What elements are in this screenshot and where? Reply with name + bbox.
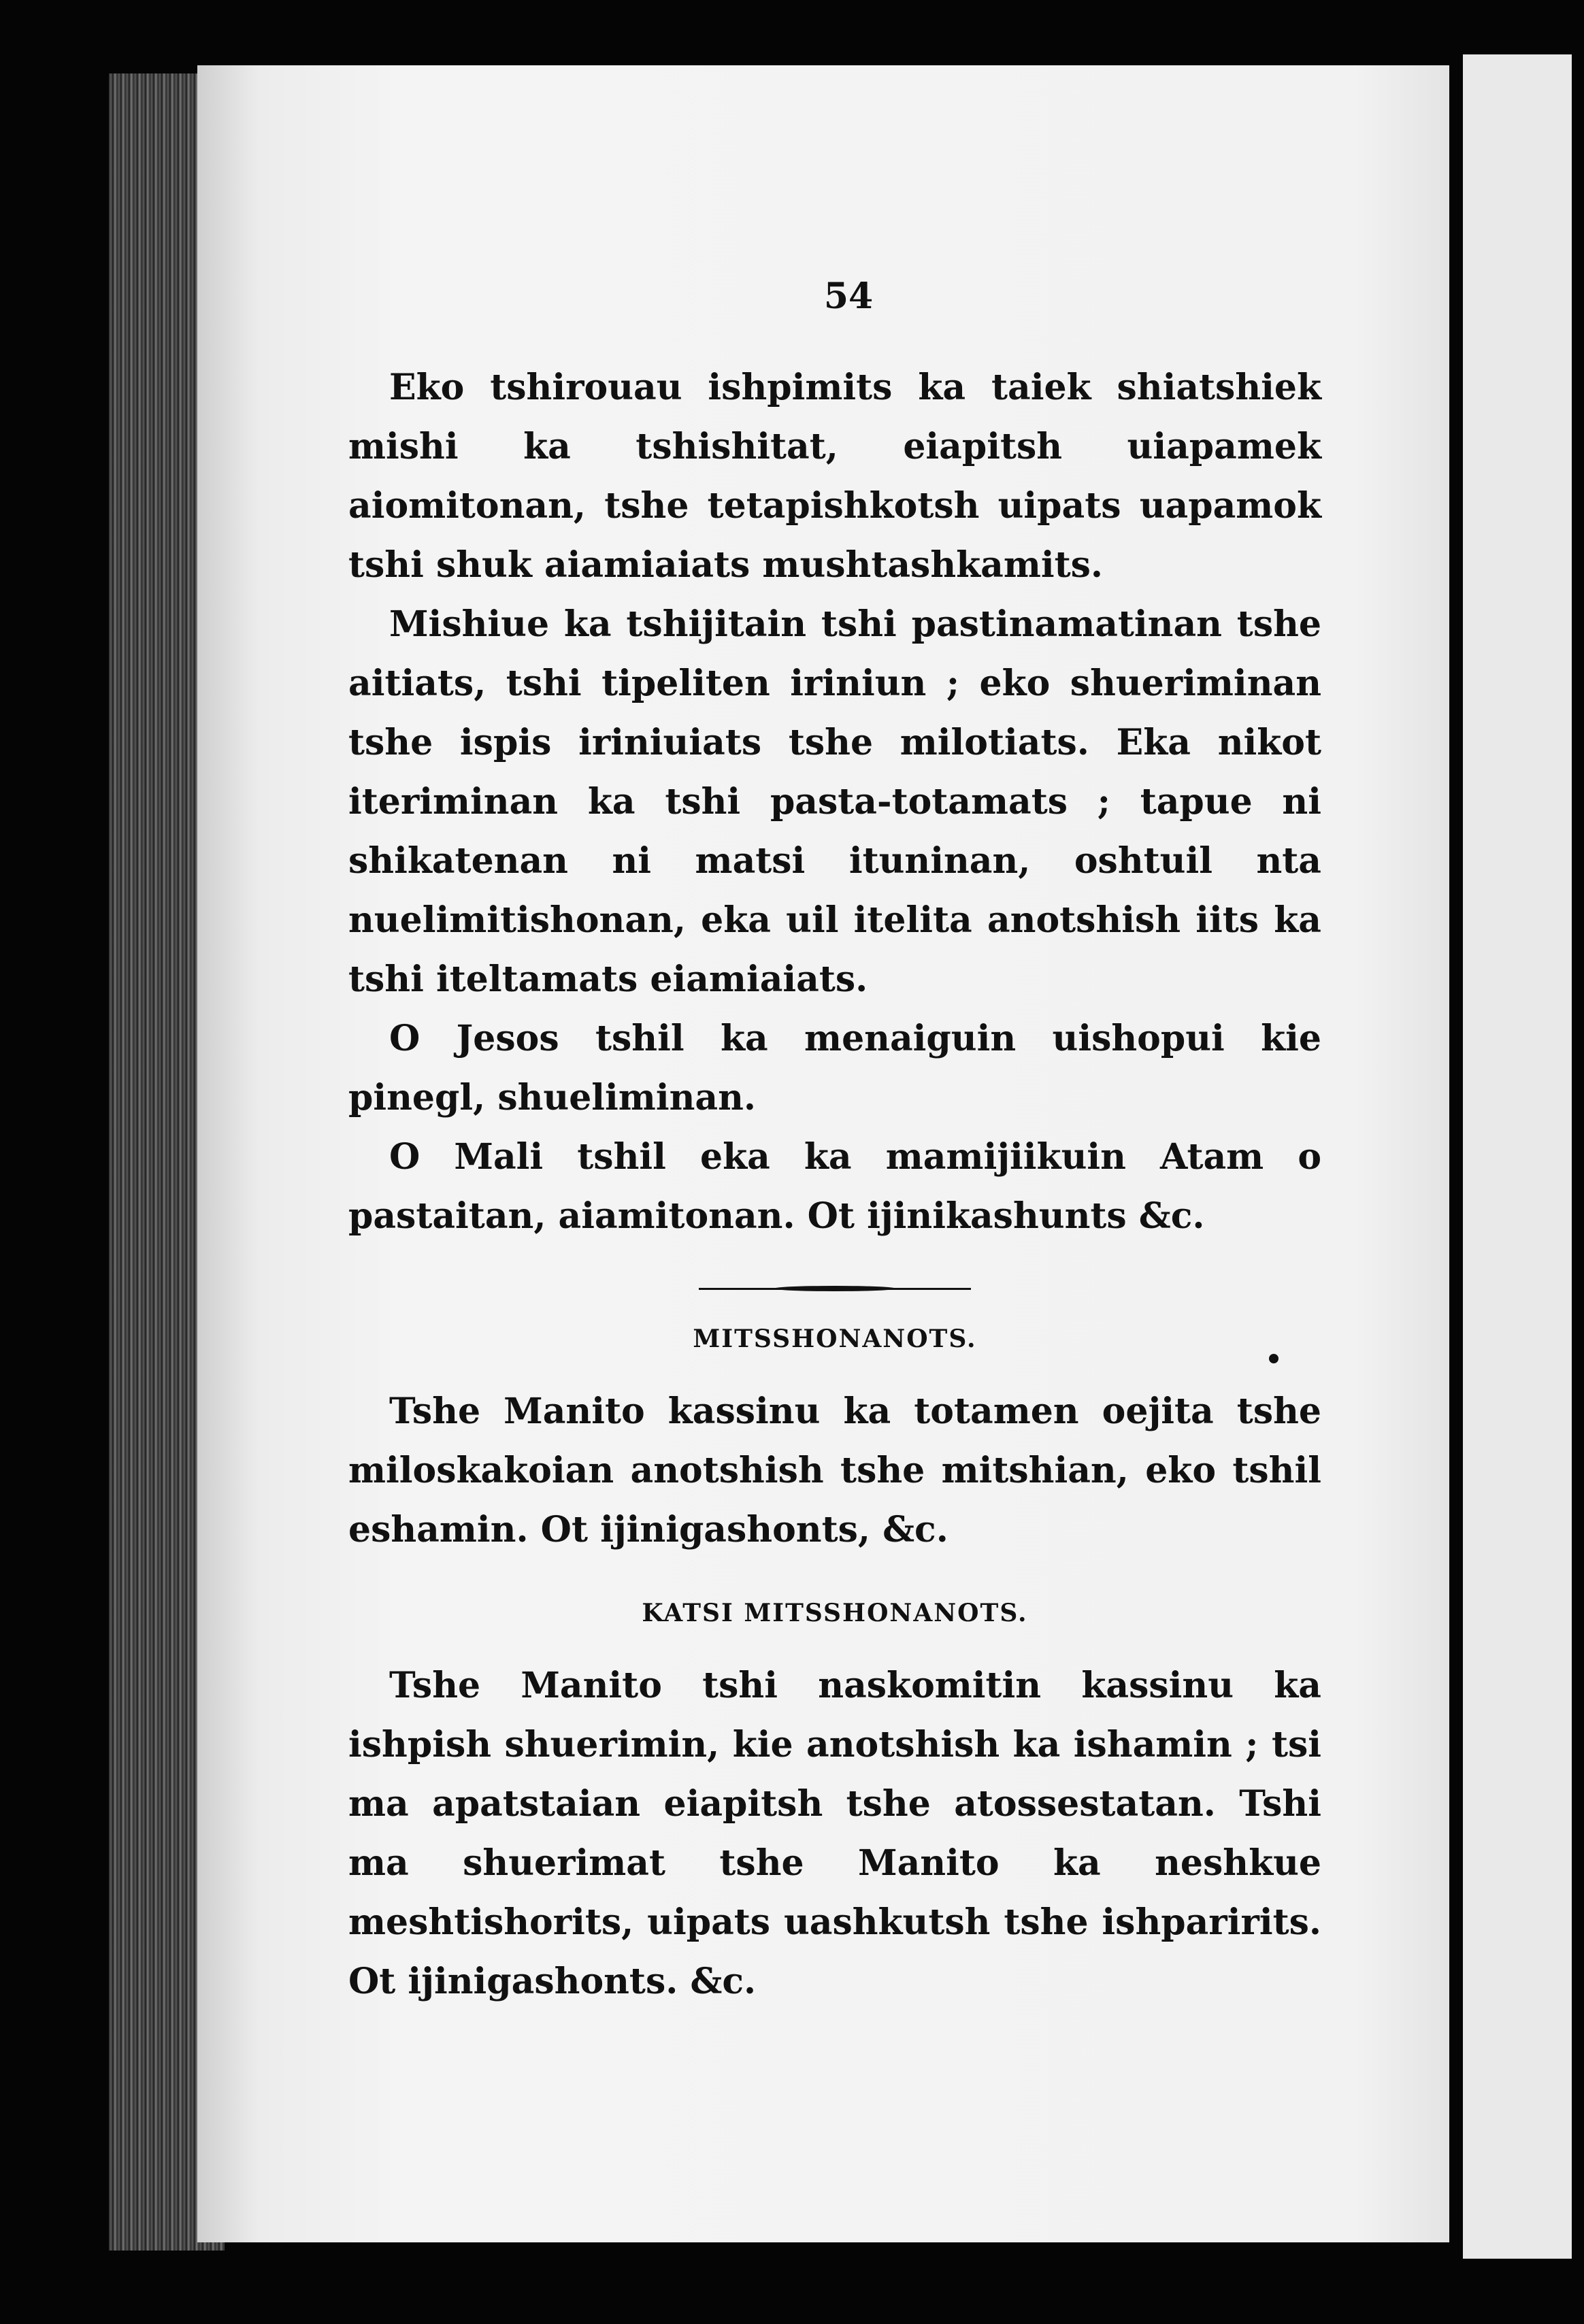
paragraph: Tshe Manito kassinu ka totamen oejita tshe miloskakoian anotshish tshe mitshian, eko tshil eshamin. Ot ijinigashonts, &c. — [348, 1391, 1321, 1550]
section-heading: KATSI MITSSHONANOTS. — [642, 1599, 1028, 1627]
page-number: 54 — [823, 276, 874, 317]
section-heading: MITSSHONANOTS. — [693, 1325, 977, 1353]
paragraph: O Jesos tshil ka menaiguin uishopui kie pinegl, shueliminan. — [348, 1018, 1321, 1118]
ink-speck — [1269, 1354, 1278, 1363]
page-text-block — [348, 276, 1321, 2011]
paragraph: Tshe Manito tshi naskomitin kassinu ka ishpish shuerimin, kie anotshish ka ishamin ; tsi ma apatstaian eiapitsh tshe atossestatan. Tshi ma shuerimat tshe Manito ka neshkue meshtishorits, uipats uashkutsh tshe ishparirits. Ot ijinigashonts. &c. — [348, 1665, 1321, 2002]
paragraph: O Mali tshil eka ka mamijiikuin Atam o pastaitan, aiamitonan. Ot ijinikashunts &c. — [348, 1136, 1321, 1237]
section-divider-rule — [699, 1285, 971, 1292]
facing-page-edge — [1463, 54, 1572, 2259]
paragraph: Mishiue ka tshijitain tshi pastinamatinan tshe aitiats, tshi tipeliten iriniun ; eko shueriminan tshe ispis iriniuiats tshe milotiats. Eka nikot iteriminan ka tshi pasta-totamats ; tapue ni shikatenan ni matsi ituninan, oshtuil nta nuelimitishonan, eka uil itelita anotshish iits ka tshi iteltamats eiamiaiats. — [348, 603, 1321, 1000]
paragraph: Eko tshirouau ishpimits ka taiek shiatshiek mishi ka tshishitat, eiapitsh uiapamek aiomitonan, tshe tetapishkotsh uipats uapamok tshi shuk aiamiaiats mushtashkamits. — [348, 367, 1321, 586]
